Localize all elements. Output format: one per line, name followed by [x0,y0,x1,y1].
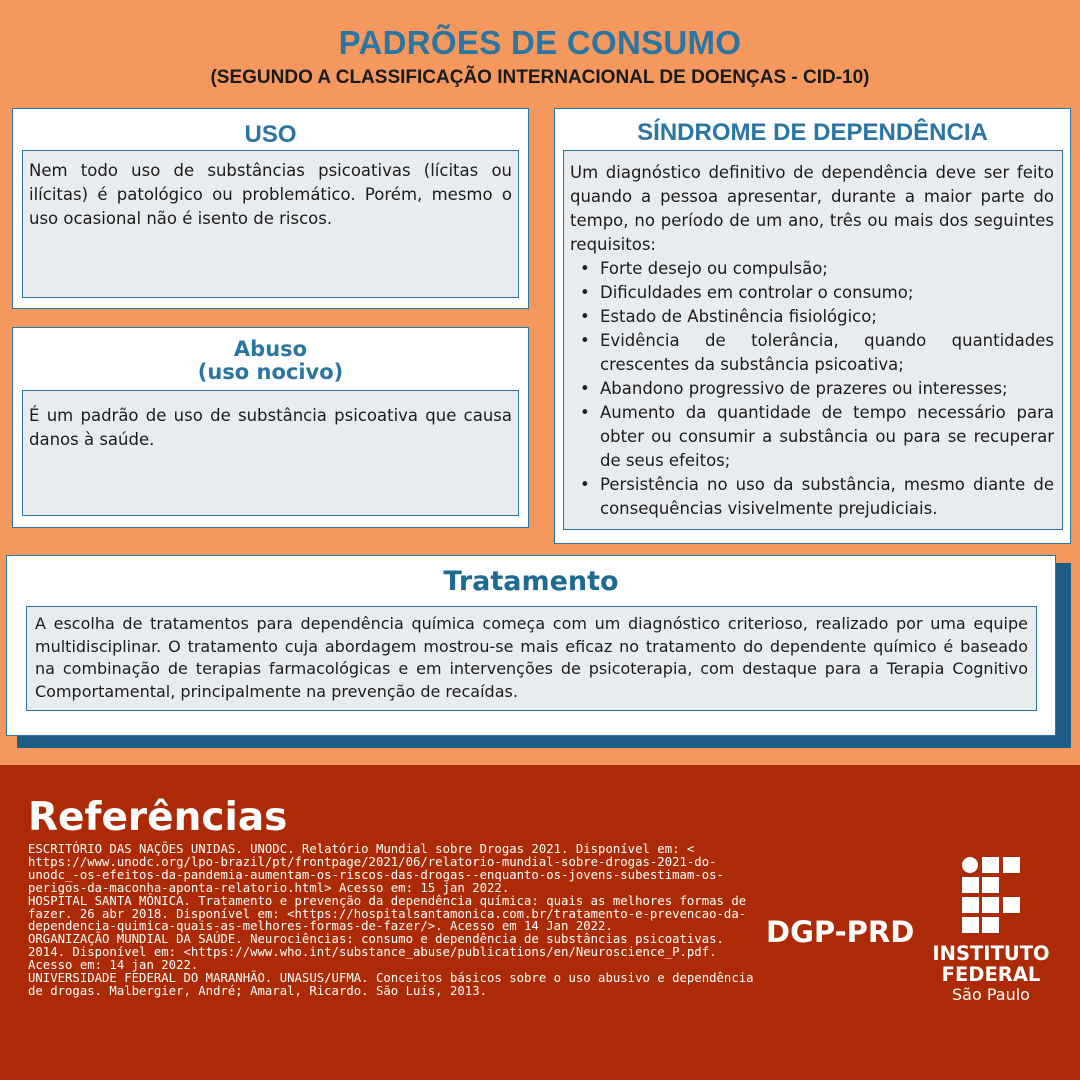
abuso-card [12,327,529,528]
list-item: • Persistência no uso da substância, mesmo diante de consequências visivelmente prejudiciais. [570,473,1054,521]
reference-item: ESCRITÓRIO DAS NAÇÕES UNIDAS. UNODC. Relatório Mundial sobre Drogas 2021. Disponível em: < https://www.unodc.org/lpo-brazil/pt/frontpage/2021/06/relatorio-mundial-sobre-drogas-2021-do-unodc_-os-efeitos-da-pandemia-aumentam-os-riscos-das-drogas--enquanto-os-jovens-subestimam-os-perigos-da-maconha-aponta-relatorio.html> Acesso em: 15 jan 2022. [28,842,724,895]
logo-line3: São Paulo [952,985,1030,1004]
list-item: • Forte desejo ou compulsão; [570,257,1054,281]
abuso-body [22,390,519,516]
uso-title: USO [244,121,297,148]
uso-card [12,108,529,309]
logo-line2: FEDERAL [941,963,1041,986]
sindrome-intro: Um diagnóstico definitivo de dependência deve ser feito quando a pessoa apresentar, durante a maior parte do tempo, no período de um ano, três ou mais dos seguintes requisitos: [570,163,1054,254]
tratamento-title: Tratamento [443,566,619,597]
sindrome-list [570,257,1054,521]
abuso-title-line1: Abuso [233,337,308,361]
list-item: • Evidência de tolerância, quando quantidades crescentes da substância psicoativa; [570,329,1054,377]
reference-item: HOSPITAL SANTA MÔNICA. Tratamento e prevenção da dependência química: quais as melhores formas de fazer. 26 abr 2018. Disponível em: <https://hospitalsantamonica.com.br/tratamento-e-prevencao-da-dependencia-quimica-quais-as-melhores-formas-de-fazer/>. Acesso em 14 Jan 2022. [28,893,747,934]
references-title: Referências [28,795,288,840]
uso-text: Nem todo uso de substâncias psicoativas (lícitas ou ilícitas) é patológico ou problemático. Porém, mesmo o uso ocasional não é isento de riscos. [29,161,512,228]
sindrome-title: SÍNDROME DE DEPENDÊNCIA [637,119,988,146]
logo-line1: INSTITUTO [932,942,1050,965]
list-item: • Dificuldades em controlar o consumo; [570,281,1054,305]
sindrome-card [554,108,1071,544]
abuso-text: É um padrão de uso de substância psicoativa que causa danos à saúde. [29,406,512,449]
list-item: • Aumento da quantidade de tempo necessário para obter ou consumir a substância ou para se recuperar de seus efeitos; [570,401,1054,473]
list-item: • Estado de Abstinência fisiológico; [570,305,1054,329]
page-title: PADRÕES DE CONSUMO [338,24,742,61]
instituto-federal-logo-icon [962,857,1020,935]
abuso-title [13,338,528,384]
abuso-title-line2: (uso nocivo) [197,360,344,384]
tratamento-text: A escolha de tratamentos para dependência química começa com um diagnóstico criterioso, realizado por uma equipe multidisciplinar. O tratamento cuja abordagem mostrou-se mais eficaz no tratamento do dependente químico é baseado na combinação de terapias farmacológicas e em intervenções de psicoterapia, com destaque para a Terapia Cognitivo Comportamental, principalmente na prevenção de recaídas. [35,614,1028,701]
reference-item: UNIVERSIDADE FEDERAL DO MARANHÃO. UNASUS/UFMA. Conceitos básicos sobre o uso abusivo e dependência de drogas. Malbergier, André; Amaral, Ricardo. São Luís, 2013. [28,971,754,998]
references-section [0,765,1080,1080]
dept-label: DGP-PRD [766,915,915,949]
sindrome-body [563,150,1063,530]
reference-item: ORGANIZAÇÃO MUNDIAL DA SAÚDE. Neurociências: consumo e dependência de substâncias psicoativas. 2014. Disponível em: <https://www.who.int/substance_abuse/publications/en/Neuroscience_P.pdf. Acesso em: 14 jan 2022. [28,932,724,973]
tratamento-body [26,606,1037,711]
uso-body [22,150,519,298]
tratamento-card [6,555,1056,736]
instituto-federal-logo-text [925,943,1057,1005]
references-list [28,843,758,998]
list-item: • Abandono progressivo de prazeres ou interesses; [570,377,1054,401]
page-subtitle: (SEGUNDO A CLASSIFICAÇÃO INTERNACIONAL DE DOENÇAS - CID-10) [210,67,870,88]
